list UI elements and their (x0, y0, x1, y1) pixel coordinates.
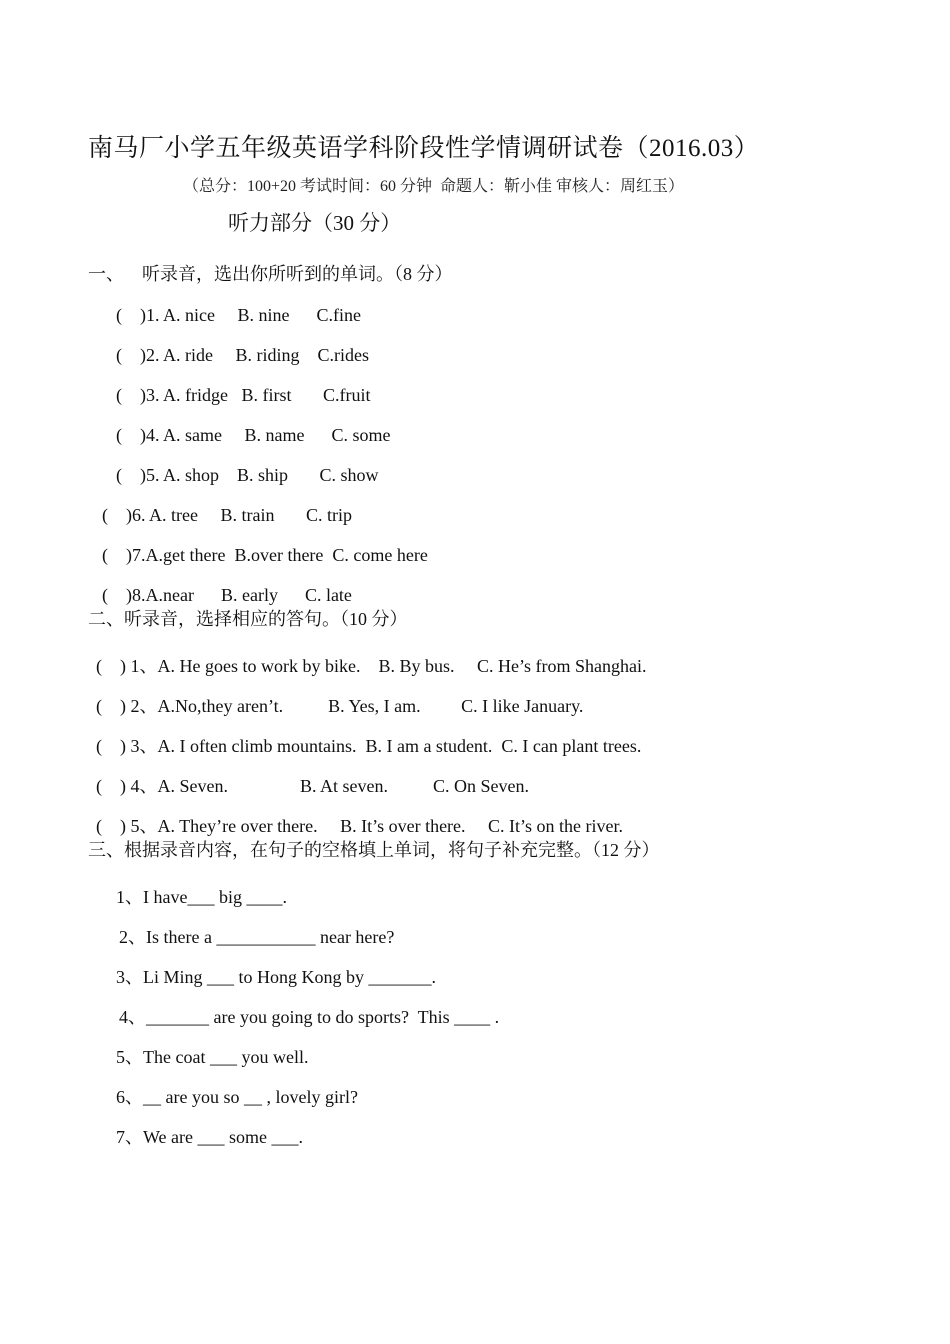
part2-question: ( ) 4、A. Seven. B. At seven. C. On Seven. (96, 776, 529, 796)
part2-question: ( ) 2、A.No,they aren’t. B. Yes, I am. C. I like January. (96, 696, 584, 716)
part2-question: ( ) 1、A. He goes to work by bike. B. By bus. C. He’s from Shanghai. (96, 656, 647, 676)
part3-sentence: 6、__ are you so __ , lovely girl? (116, 1087, 358, 1107)
part1-question: ( )4. A. same B. name C. some (116, 425, 391, 445)
part2-heading: 二、听录音，选择相应的答句。（10 分） (88, 609, 408, 629)
part2-question: ( ) 3、A. I often climb mountains. B. I am a student. C. I can plant trees. (96, 736, 642, 756)
part3-sentence: 3、Li Ming ___ to Hong Kong by _______. (116, 967, 437, 987)
part1-heading: 一、 听录音，选出你所听到的单词。（8 分） (88, 264, 453, 284)
part1-question: ( )8.A.near B. early C. late (102, 585, 352, 605)
part1-question: ( )2. A. ride B. riding C.rides (116, 345, 369, 365)
part3-sentence: 5、The coat ___ you well. (116, 1047, 309, 1067)
part3-sentence: 2、Is there a ___________ near here? (119, 927, 395, 947)
part3-sentence: 1、I have___ big ____. (116, 887, 287, 907)
part2-question: ( ) 5、A. They’re over there. B. It’s over there. C. It’s on the river. (96, 816, 624, 836)
listening-section-title: 听力部分（30 分） (228, 211, 402, 235)
exam-title: 南马厂小学五年级英语学科阶段性学情调研试卷（2016.03） (88, 135, 760, 162)
part1-question: ( )7.A.get there B.over there C. come here (102, 545, 428, 565)
part1-question: ( )1. A. nice B. nine C.fine (116, 305, 361, 325)
part1-question: ( )6. A. tree B. train C. trip (102, 505, 352, 525)
part3-sentence: 4、_______ are you going to do sports? This ____ . (119, 1007, 500, 1027)
part1-question: ( )3. A. fridge B. first C.fruit (116, 385, 371, 405)
part3-sentence: 7、We are ___ some ___. (116, 1127, 304, 1147)
part1-question: ( )5. A. shop B. ship C. show (116, 465, 379, 485)
part3-heading: 三、根据录音内容，在句子的空格填上单词，将句子补充完整。（12 分） (88, 840, 660, 860)
exam-info: （总分：100+20 考试时间：60 分钟 命题人：靳小佳 审核人：周红玉） (183, 178, 685, 195)
